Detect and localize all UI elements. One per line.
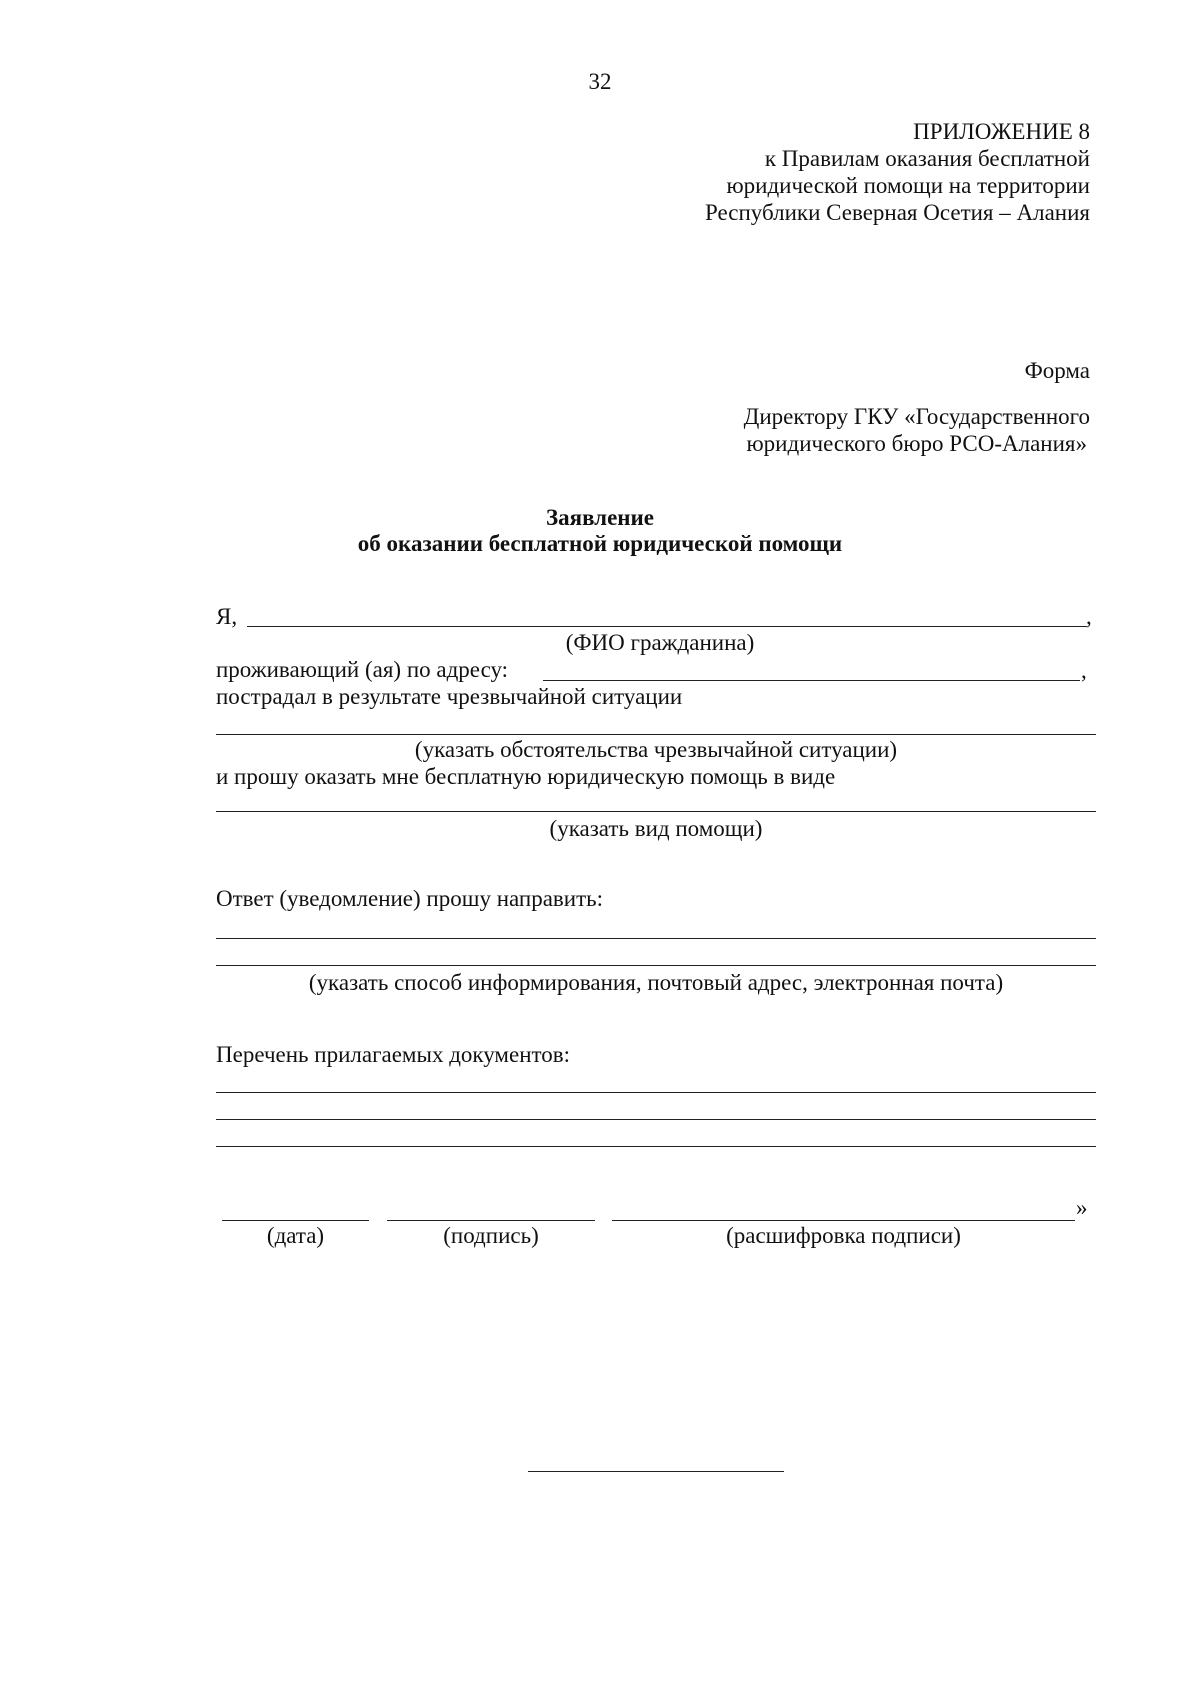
date-input-line[interactable] — [222, 1220, 369, 1221]
signature-caption: (подпись) — [443, 1223, 539, 1248]
response-caption: (указать способ информирования, почтовый адрес, электронная почта) — [308, 970, 1004, 995]
appendix-line-1: к Правилам оказания бесплатной — [764, 146, 1090, 171]
appendix-line-3: Республики Северная Осетия – Алания — [705, 200, 1090, 225]
fio-caption: (ФИО гражданина) — [565, 630, 755, 655]
response-input-line-2[interactable] — [216, 965, 1096, 966]
circumstances-input-line[interactable] — [216, 734, 1096, 735]
address-comma: , — [1081, 658, 1087, 683]
heading-title: Заявление — [545, 505, 655, 530]
signature-input-line[interactable] — [387, 1220, 595, 1221]
response-label: Ответ (уведомление) прошу направить: — [216, 886, 604, 911]
documents-input-line-2[interactable] — [216, 1119, 1096, 1120]
closing-quote: » — [1076, 1195, 1088, 1220]
help-type-caption: (указать вид помощи) — [549, 816, 763, 841]
fio-comma: , — [1086, 604, 1092, 629]
appendix-line-2: юридической помощи на территории — [726, 173, 1090, 198]
addressee-line-2: юридического бюро РСО-Алания» — [746, 431, 1087, 456]
documents-label: Перечень прилагаемых документов: — [216, 1042, 571, 1067]
heading-subtitle: об оказании бесплатной юридической помощи — [357, 531, 843, 556]
page-number: 32 — [588, 69, 612, 94]
decoding-caption: (расшифровка подписи) — [726, 1223, 961, 1248]
suffered-text: пострадал в результате чрезвычайной ситуации — [216, 684, 683, 709]
addressee-line-1: Директору ГКУ «Государственного — [743, 404, 1090, 429]
i-label: Я, — [216, 604, 238, 629]
fio-input-line[interactable] — [247, 626, 1087, 627]
circumstances-caption: (указать обстоятельства чрезвычайной ситуации) — [414, 737, 898, 762]
date-caption: (дата) — [266, 1223, 325, 1248]
address-label: проживающий (ая) по адресу: — [216, 657, 509, 682]
request-text: и прошу оказать мне бесплатную юридическую помощь в виде — [216, 764, 836, 789]
decoding-input-line[interactable] — [612, 1220, 1075, 1221]
documents-input-line-1[interactable] — [216, 1092, 1096, 1093]
help-type-input-line[interactable] — [216, 811, 1096, 812]
documents-input-line-3[interactable] — [216, 1146, 1096, 1147]
appendix-title: ПРИЛОЖЕНИЕ 8 — [913, 119, 1090, 144]
form-label: Форма — [1024, 358, 1090, 383]
response-input-line-1[interactable] — [216, 938, 1096, 939]
address-input-line[interactable] — [543, 680, 1080, 681]
closing-separator — [528, 1471, 784, 1472]
